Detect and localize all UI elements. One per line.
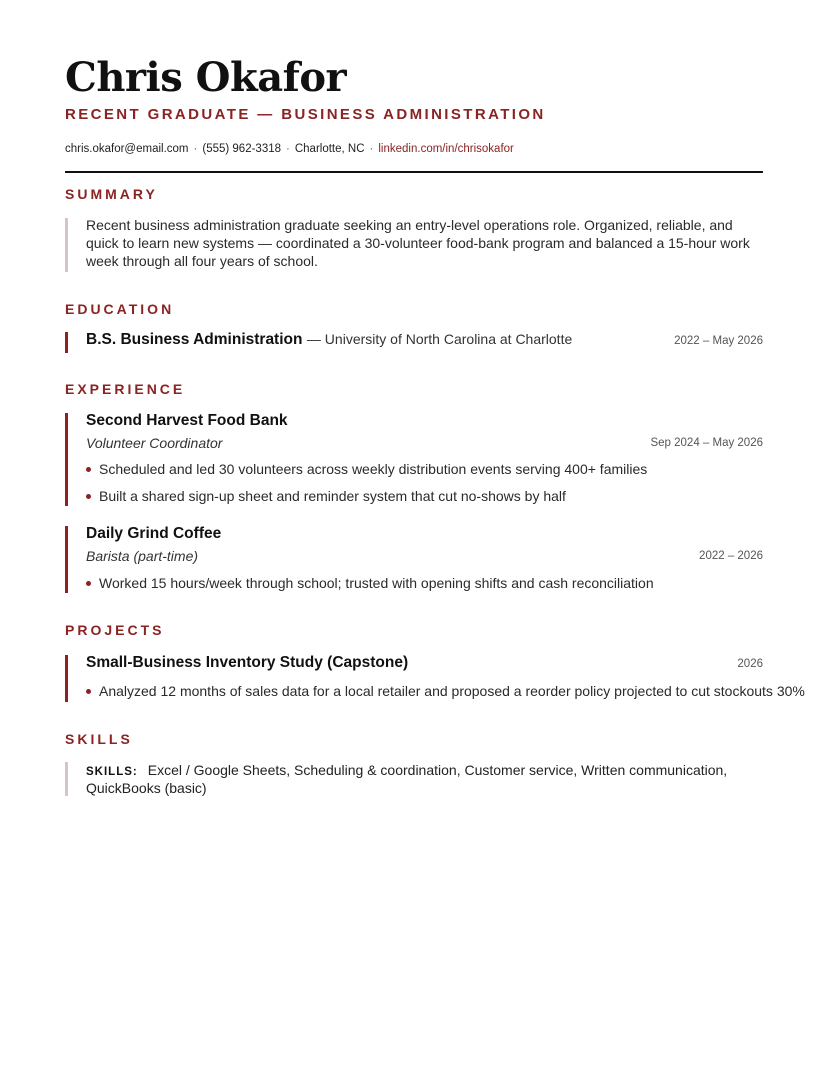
- bullet-text: Scheduled and led 30 volunteers across weekly distribution events serving 400+ families: [99, 461, 648, 477]
- education-entry: [86, 331, 763, 349]
- contact-email[interactable]: chris.okafor@email.com: [65, 143, 189, 155]
- project-name: Small-Business Inventory Study (Capstone): [86, 654, 409, 671]
- skills-accent-bar: [65, 762, 68, 796]
- bullet-text: Built a shared sign-up sheet and reminder system that cut no-shows by half: [99, 488, 566, 504]
- project-accent-bar: [65, 655, 68, 702]
- job-dates: 2022 – 2026: [699, 550, 763, 562]
- section-heading-education: EDUCATION: [65, 301, 175, 317]
- summary-text: Recent business administration graduate seeking an entry-level operations role. Organized, reliable, and quick to learn new systems — coordinated a 30-volunteer food-bank program and balanced a 15-hour work week through all four years of school.: [86, 217, 750, 269]
- job-bullet: [86, 488, 566, 504]
- bullet-dot: [86, 581, 91, 586]
- header-divider: [65, 171, 763, 173]
- bullet-text: Analyzed 12 months of sales data for a local retailer and proposed a reorder policy projected to cut stockouts 30%: [99, 683, 805, 699]
- bullet-dot: [86, 689, 91, 694]
- section-heading-projects: PROJECTS: [65, 622, 165, 638]
- job-accent-bar: [65, 413, 68, 506]
- project-bullet: [86, 683, 805, 699]
- contact-separator: ·: [286, 143, 290, 155]
- skills-text: Excel / Google Sheets, Scheduling & coordination, Customer service, Written communication, QuickBooks (basic): [86, 762, 728, 796]
- job-entry: [86, 525, 763, 543]
- candidate-title: RECENT GRADUATE — BUSINESS ADMINISTRATION: [65, 106, 546, 123]
- contact-location: Charlotte, NC: [294, 143, 365, 155]
- bullet-dot: [86, 494, 91, 499]
- project-dates: 2026: [737, 658, 763, 670]
- job-dates: Sep 2024 – May 2026: [650, 437, 763, 449]
- job-organization: Daily Grind Coffee: [86, 525, 222, 542]
- job-role: Barista (part-time): [86, 548, 199, 564]
- project-entry: [86, 654, 763, 672]
- job-organization: Second Harvest Food Bank: [86, 412, 288, 429]
- summary-accent-bar: [65, 218, 68, 272]
- school: — University of North Carolina at Charlotte: [306, 331, 573, 347]
- contact-separator: ·: [193, 143, 198, 155]
- education-dates: 2022 – May 2026: [674, 335, 763, 347]
- job-role: Volunteer Coordinator: [86, 435, 223, 451]
- contact-separator: ·: [369, 143, 374, 155]
- degree: B.S. Business Administration: [86, 331, 303, 348]
- skills-label: SKILLS:: [86, 766, 138, 778]
- section-heading-summary: SUMMARY: [65, 186, 158, 202]
- education-accent-bar: [65, 332, 68, 353]
- job-bullet: [86, 461, 647, 477]
- contact-phone: (555) 962-3318: [202, 143, 282, 155]
- bullet-dot: [86, 467, 91, 472]
- skills-list: [86, 762, 763, 796]
- bullet-text: Worked 15 hours/week through school; trusted with opening shifts and cash reconciliation: [99, 575, 654, 591]
- job-accent-bar: [65, 526, 68, 593]
- job-bullet: [86, 575, 654, 591]
- section-heading-skills: SKILLS: [65, 731, 133, 747]
- linkedin-link[interactable]: linkedin.com/in/chrisokafor: [378, 143, 514, 155]
- candidate-name: Chris Okafor: [65, 54, 347, 101]
- contact-line: [65, 143, 514, 155]
- job-entry: [86, 412, 763, 430]
- section-heading-experience: EXPERIENCE: [65, 381, 186, 397]
